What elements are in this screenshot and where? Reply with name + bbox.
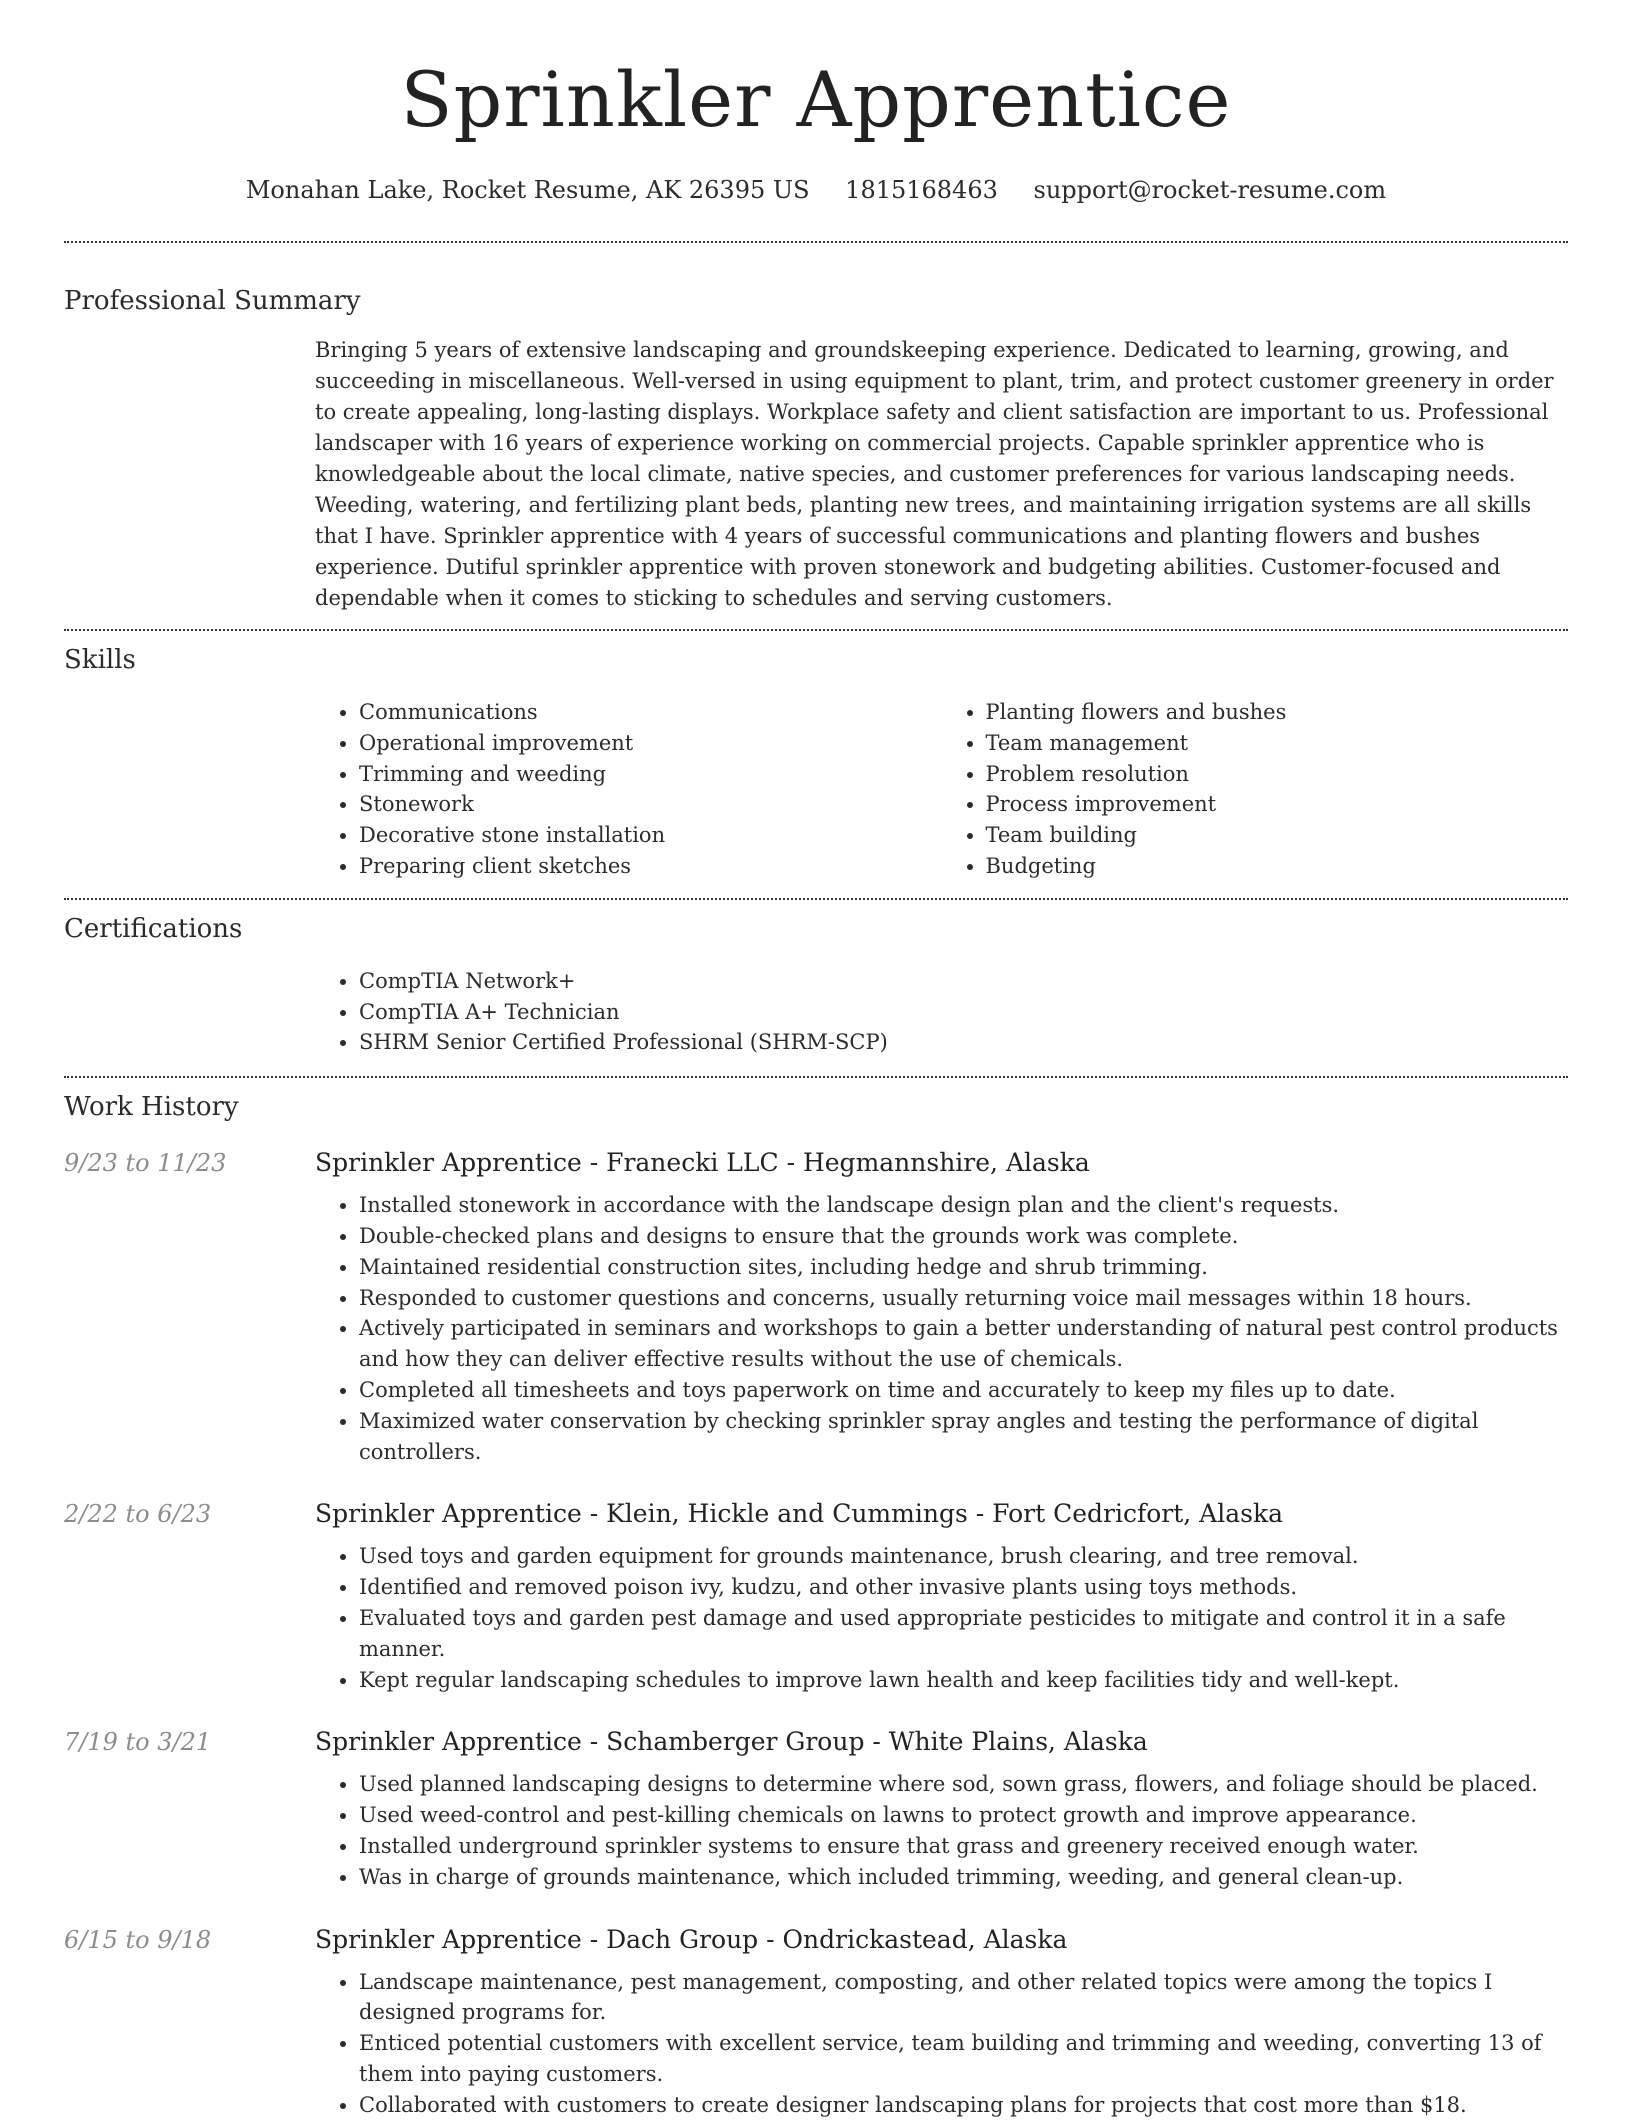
skill-item: • Communications [359,697,942,728]
summary-section [64,284,1568,614]
contact-line [64,174,1568,206]
job-bullet: • Collaborated with customers to create designer landscaping plans for projects that cost more than $18. [359,2090,1568,2121]
job-bullet: • Used planned landscaping designs to determine where sod, sown grass, flowers, and foliage should be placed. [359,1769,1568,1800]
job-bullet: • Installed stonework in accordance with the landscape design plan and the client's requests. [359,1190,1568,1221]
job-bullet: • Identified and removed poison ivy, kudzu, and other invasive plants using toys methods. [359,1572,1568,1603]
divider [64,1076,1568,1078]
job-bullet: • Used toys and garden equipment for grounds maintenance, brush clearing, and tree removal. [359,1541,1568,1572]
certifications-heading: Certifications [64,913,243,944]
skill-item: • Decorative stone installation [359,820,942,851]
job-bullet: • Used weed-control and pest-killing chemicals on lawns to protect growth and improve appearance. [359,1800,1568,1831]
skills-list-right [942,697,1569,882]
contact-address: Monahan Lake, Rocket Resume, AK 26395 US [245,176,810,204]
job-body [315,1146,1568,1467]
skills-list-left [315,697,942,882]
jobs-container [64,1146,1568,2120]
certifications-list [315,966,1568,1058]
skill-item: • Process improvement [986,789,1569,820]
certification-item: • CompTIA Network+ [359,966,1568,997]
job-title: Sprinkler Apprentice - Franecki LLC - Hegmannshire, Alaska [315,1148,1090,1178]
skill-item: • Stonework [359,789,942,820]
certifications-section [64,912,1568,1058]
job-bullet: • Responded to customer questions and concerns, usually returning voice mail messages within 18 hours. [359,1283,1568,1314]
job-bullet: • Enticed potential customers with excellent service, team building and trimming and weeding, converting 13 of them into paying customers. [359,2028,1568,2090]
skill-item: • Team building [986,820,1569,851]
divider [64,629,1568,631]
job-body [315,1923,1568,2121]
job-title: Sprinkler Apprentice - Schamberger Group - White Plains, Alaska [315,1727,1148,1757]
contact-phone: 1815168463 [845,176,998,204]
skill-item: • Trimming and weeding [359,759,942,790]
job-bullet: • Maximized water conservation by checking sprinkler spray angles and testing the performance of digital controllers. [359,1406,1568,1468]
job-bullet: • Installed underground sprinkler systems to ensure that grass and greenery received enough water. [359,1831,1568,1862]
job-bullet: • Landscape maintenance, pest management, composting, and other related topics were among the topics I designed programs for. [359,1967,1568,2029]
job-dates: 6/15 to 9/18 [64,1925,212,1954]
job-bullet: • Evaluated toys and garden pest damage and used appropriate pesticides to mitigate and control it in a safe manner. [359,1603,1568,1665]
job-entry [64,1725,1568,1892]
skill-item: • Operational improvement [359,728,942,759]
summary-heading: Professional Summary [64,286,361,316]
candidate-name: Sprinkler Apprentice [400,55,1232,144]
contact-email: support@rocket-resume.com [1033,176,1387,204]
job-bullet: • Kept regular landscaping schedules to improve lawn health and keep facilities tidy and well-kept. [359,1665,1568,1696]
certification-item: • CompTIA A+ Technician [359,997,1568,1028]
skills-grid [315,697,1568,882]
job-dates: 7/19 to 3/21 [64,1728,212,1757]
job-dates: 9/23 to 11/23 [64,1149,227,1178]
job-bullet: • Double-checked plans and designs to ensure that the grounds work was complete. [359,1221,1568,1252]
job-title: Sprinkler Apprentice - Klein, Hickle and Cummings - Fort Cedricfort, Alaska [315,1499,1283,1529]
resume-page [64,0,1568,2121]
skill-item: • Planting flowers and bushes [986,697,1569,728]
job-bullet: • Was in charge of grounds maintenance, which included trimming, weeding, and general clean-up. [359,1862,1568,1893]
job-bullet: • Actively participated in seminars and workshops to gain a better understanding of natural pest control products and how they can deliver effective results without the use of chemicals. [359,1313,1568,1375]
work-history-heading: Work History [64,1092,239,1123]
job-bullets [315,1967,1568,2121]
skill-item: • Problem resolution [986,759,1569,790]
certification-item: • SHRM Senior Certified Professional (SHRM-SCP) [359,1027,1568,1058]
job-body [315,1497,1568,1695]
job-body [315,1725,1568,1892]
work-history-section [64,1090,1568,2120]
job-entry [64,1497,1568,1695]
skill-item: • Preparing client sketches [359,851,942,882]
job-entry [64,1923,1568,2121]
divider [64,898,1568,900]
job-bullets [315,1190,1568,1467]
certifications-content [315,966,1568,1058]
job-bullet: • Maintained residential construction sites, including hedge and shrub trimming. [359,1252,1568,1283]
divider [64,241,1568,243]
skill-item: • Team management [986,728,1569,759]
skills-heading: Skills [64,645,136,675]
job-bullet: • Completed all timesheets and toys paperwork on time and accurately to keep my files up to date. [359,1375,1568,1406]
skills-section [64,643,1568,882]
summary-text: Bringing 5 years of extensive landscaping and groundskeeping experience. Dedicated to learning, growing, and succeeding in miscellaneous. Well-versed in using equipment to plant, trim, and protect customer greenery in order to create appealing, long-lasting displays. Workplace safety and client satisfaction are important to us. Professional landscaper with 16 years of experience working on commercial projects. Capable sprinkler apprentice who is knowledgeable about the local climate, native species, and customer preferences for various landscaping needs. Weeding, watering, and fertilizing plant beds, planting new trees, and maintaining irrigation systems are all skills that I have. Sprinkler apprentice with 4 years of successful communications and planting flowers and bushes experience. Dutiful sprinkler apprentice with proven stonework and budgeting abilities. Customer-focused and dependable when it comes to sticking to schedules and serving customers. [315,338,1554,610]
skill-item: • Budgeting [986,851,1569,882]
job-bullets [315,1541,1568,1695]
job-title: Sprinkler Apprentice - Dach Group - Ondrickastead, Alaska [315,1924,1068,1954]
job-bullets [315,1769,1568,1892]
job-entry [64,1146,1568,1467]
job-dates: 2/22 to 6/23 [64,1500,212,1529]
